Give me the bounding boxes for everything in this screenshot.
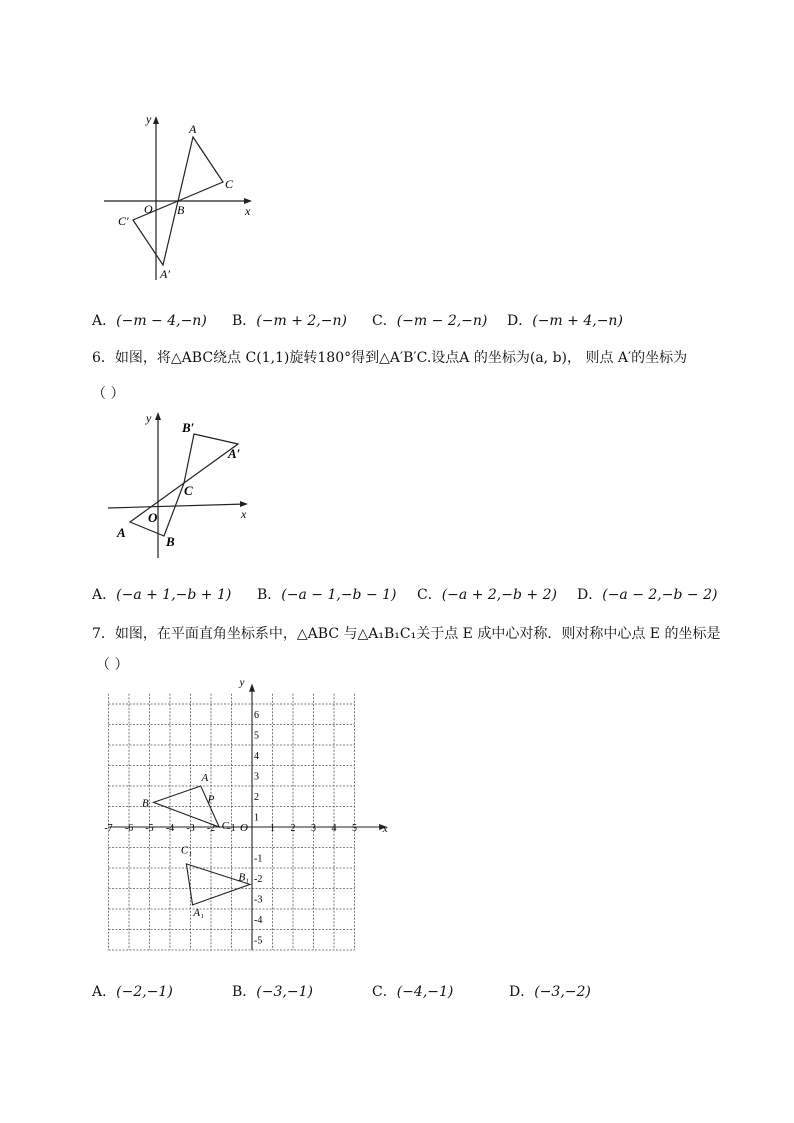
option-text: (−3,−2) <box>534 984 591 1000</box>
x-tick-label: 1 <box>270 823 275 834</box>
option-letter: D． <box>509 984 535 1000</box>
option-letter: C． <box>417 587 442 603</box>
q5-option-b[interactable] <box>232 310 347 330</box>
point-a1-label: A₁ <box>193 907 204 920</box>
q5-point-a-label: A <box>189 122 197 136</box>
q5-option-a[interactable] <box>92 310 207 330</box>
x-tick-label: 5 <box>352 823 357 834</box>
q6-point-c-label: C <box>184 483 193 498</box>
point-c-label: C <box>221 820 230 833</box>
q5-point-c-label: C <box>225 177 234 191</box>
q6-option-a[interactable] <box>92 584 231 604</box>
q6-point-b-label: B <box>166 534 175 549</box>
option-letter: A． <box>92 984 117 1000</box>
q7-answer-blank[interactable]: （ ） <box>96 657 129 673</box>
option-letter: C． <box>372 984 397 1000</box>
x-tick-label: 3 <box>311 823 316 834</box>
q7-triangles <box>154 786 250 905</box>
option-text: (−a + 1,−b + 1) <box>116 587 232 603</box>
option-letter: A． <box>92 313 117 329</box>
option-letter: C． <box>372 313 397 329</box>
q5-y-label: y <box>146 112 152 126</box>
q5-triangle-abc <box>178 137 223 201</box>
q6-x-axis <box>108 504 246 508</box>
x-tick-label: -6 <box>124 823 134 834</box>
y-tick-label: 3 <box>254 771 259 783</box>
q6-figure <box>104 406 264 566</box>
option-text: (−m + 4,−n) <box>532 313 623 329</box>
q6-point-b-prime-label: B′ <box>182 420 195 435</box>
q7-option-b[interactable] <box>232 981 313 1001</box>
q5-diagram <box>100 110 260 290</box>
option-letter: B． <box>232 984 257 1000</box>
q7-grid-diagram <box>100 676 400 959</box>
q6-option-b[interactable] <box>257 584 397 604</box>
x-tick-label: 2 <box>290 823 296 834</box>
q5-option-c[interactable] <box>372 310 487 330</box>
triangle-a1b1c1 <box>186 864 250 905</box>
q5-point-a-prime-label: A′ <box>160 267 170 281</box>
y-axis-arrow-icon <box>249 684 255 692</box>
x-tick-label: -3 <box>186 823 195 834</box>
q5-point-c-prime-label: C′ <box>118 214 129 228</box>
y-tick-label: 1 <box>254 812 259 824</box>
q6-point-a-label: A <box>117 525 126 540</box>
option-letter: D． <box>577 587 603 603</box>
option-text: (−a + 2,−b + 2) <box>441 587 557 603</box>
origin-label: O <box>240 822 248 834</box>
y-tick-label: -4 <box>254 915 263 926</box>
option-text: (−m − 4,−n) <box>116 313 207 329</box>
point-a-label: A <box>201 771 209 784</box>
q6-answer-blank[interactable]: （ ） <box>92 386 125 402</box>
q6-y-arrow-icon <box>155 412 161 420</box>
x-axis-label: x <box>382 823 388 835</box>
q6-y-label: y <box>146 411 152 425</box>
y-tick-label: 2 <box>254 792 259 803</box>
option-text: (−m + 2,−n) <box>256 313 347 329</box>
y-tick-label: 4 <box>254 751 259 762</box>
q6-x-label: x <box>241 507 247 521</box>
q5-x-label: x <box>245 204 251 218</box>
point-b-label: B <box>142 797 149 810</box>
y-tick-label: -3 <box>254 894 263 906</box>
option-letter: B． <box>232 313 257 329</box>
q5-figure <box>100 110 260 290</box>
q7-option-a[interactable] <box>92 981 173 1001</box>
q7-point-labels <box>142 772 249 919</box>
q7-option-c[interactable] <box>372 981 453 1001</box>
option-text: (−2,−1) <box>116 984 173 1000</box>
option-text: (−3,−1) <box>256 984 313 1000</box>
q6-origin-label: O <box>148 510 158 525</box>
q7-stem: 7．如图，在平面直角坐标系中，△ABC 与△A₁B₁C₁关于点 E 成中心对称．则对称中心点 E 的坐标是 <box>92 626 721 642</box>
q6-option-d[interactable] <box>577 584 717 604</box>
option-letter: B． <box>257 587 282 603</box>
q7-grid-lines <box>109 694 355 950</box>
point-p-label: P <box>207 793 215 806</box>
q6-diagram <box>104 406 264 566</box>
y-tick-label: -1 <box>254 853 263 865</box>
x-tick-label: -7 <box>104 823 113 834</box>
option-text: (−m − 2,−n) <box>396 313 488 329</box>
y-axis-label: y <box>239 676 245 689</box>
x-tick-label: -1 <box>227 823 236 834</box>
y-tick-label: -5 <box>254 935 263 947</box>
q7-option-d[interactable] <box>509 981 591 1001</box>
q6-point-a-prime-label: A′ <box>228 446 241 461</box>
q5-point-b-label: B <box>177 203 185 217</box>
q5-origin-label: O <box>144 202 153 216</box>
option-letter: A． <box>92 587 117 603</box>
q7-tick-labels <box>104 677 387 947</box>
q6-option-c[interactable] <box>417 584 557 604</box>
option-letter: D． <box>507 313 533 329</box>
y-tick-label: -2 <box>254 874 263 885</box>
point-b1-label: B₁ <box>238 871 250 884</box>
y-tick-label: 5 <box>254 730 259 742</box>
option-text: (−4,−1) <box>396 984 454 1000</box>
q6-stem: 6．如图，将△ABC绕点 C(1,1)旋转180°得到△A′B′C.设点A 的坐标为(a, b)， 则点 A′的坐标为 <box>92 350 688 366</box>
q7-figure <box>100 676 400 959</box>
q5-y-arrow-icon <box>153 116 159 124</box>
x-tick-label: -2 <box>206 823 216 834</box>
x-tick-label: -4 <box>165 823 175 834</box>
q5-option-d[interactable] <box>507 310 623 330</box>
option-text: (−a − 1,−b − 1) <box>281 587 397 603</box>
option-text: (−a − 2,−b − 2) <box>602 587 718 603</box>
x-tick-label: 4 <box>331 823 337 834</box>
x-tick-label: -5 <box>145 823 154 834</box>
y-tick-label: 6 <box>254 710 259 721</box>
point-c1-label: C₁ <box>180 844 192 857</box>
q7-axes <box>109 684 388 951</box>
